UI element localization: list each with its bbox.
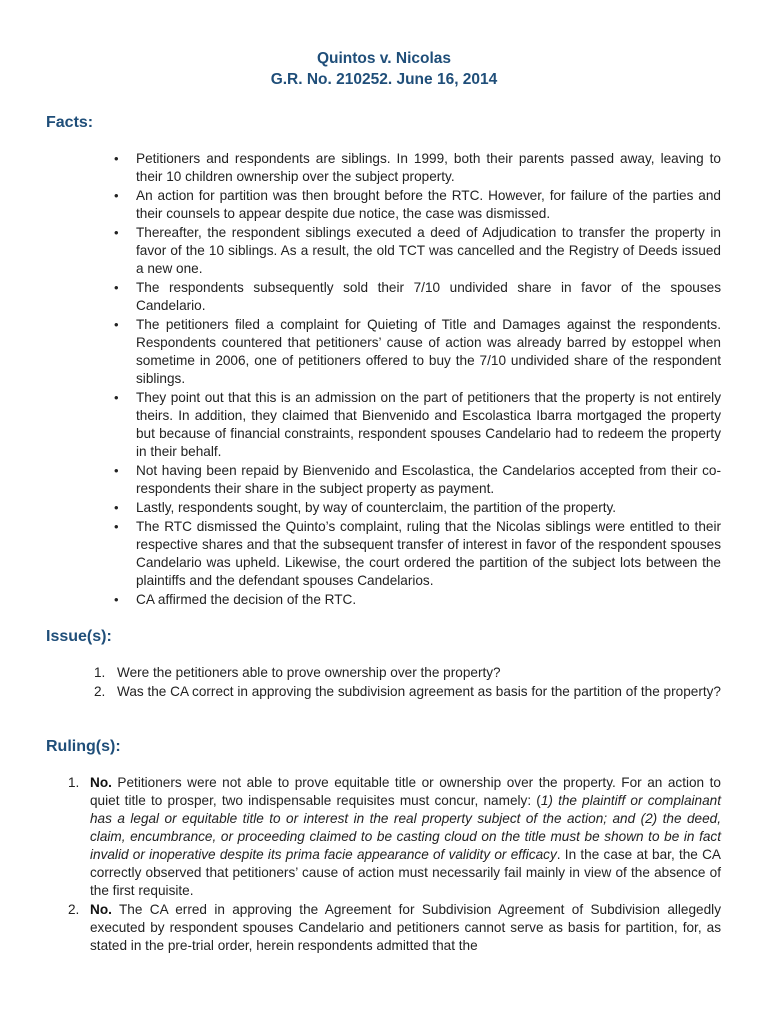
issue-text: Were the petitioners able to prove ownership over the property? [117,665,501,680]
ruling-answer: No. [90,775,112,790]
issues-list [0,664,768,702]
issue-text: Was the CA correct in approving the subdivision agreement as basis for the partition of the property? [117,684,721,699]
fact-item: • An action for partition was then brought before the RTC. However, for failure of the parties and their counsels to appear despite due notice, the case was dismissed. [114,188,721,221]
fact-item: • Not having been repaid by Bienvenido and Escolastica, the Candelarios accepted from their co-respondents their share in the subject property as payment. [114,463,721,496]
facts-list [0,150,768,610]
fact-item: • They point out that this is an admission on the part of petitioners that the property is not entirely theirs. In addition, they claimed that Bienvenido and Escolastica Ibarra mortgaged the property but because of financial constraints, respondent spouses Candelario had to redeem the property in their behalf. [114,390,721,459]
fact-item: • The petitioners filed a complaint for Quieting of Title and Damages against the respondents. Respondents countered that petitioners’ cause of action was already barred by estoppel when sometime in 2006, one of petitioners offered to buy the 7/10 undivided share of the respondent siblings. [114,317,721,386]
bullet-icon: • [114,592,119,607]
issue-item [0,683,768,701]
bullet-icon: • [114,280,119,295]
rulings-heading: Ruling(s): [46,738,121,755]
bullet-icon: • [114,151,119,166]
fact-item: • The RTC dismissed the Quinto’s complaint, ruling that the Nicolas siblings were entitled to their respective shares and that the subsequent transfer of interest in favor of the respondent spouses Candelario was upheld. Likewise, the court ordered the partition of the subject lots between the plaintiffs and the defendant spouses Candelarios. [114,519,721,588]
ruling-item [0,901,768,955]
bullet-icon: • [114,463,119,478]
issues-heading: Issue(s): [46,628,112,645]
case-title: Quintos v. Nicolas [316,50,452,67]
facts-heading: Facts: [46,114,94,131]
ruling-number: 1. [68,775,80,790]
ruling-requisites: 1) the plaintiff or complainant has a legal or equitable title to or interest in the real property subject of the action; and (2) the deed, claim, encumbrance, or proceeding claimed to be casting cloud on the title must be shown to be in fact invalid or inoperative despite its prima facie appearance of validity or efficacy [90,793,721,862]
bullet-icon: • [114,188,119,203]
issue-item [0,664,768,682]
bullet-icon: • [114,390,119,405]
issue-number: 2. [94,684,106,699]
ruling-number: 2. [68,902,80,917]
bullet-icon: • [114,225,119,240]
case-citation: G.R. No. 210252. June 16, 2014 [270,71,498,88]
fact-item: • Petitioners and respondents are siblings. In 1999, both their parents passed away, leaving to their 10 children ownership over the subject property. [114,151,721,184]
rulings-list [0,774,768,956]
issue-number: 1. [94,665,106,680]
fact-item: • CA affirmed the decision of the RTC. [114,592,357,607]
bullet-icon: • [114,500,119,515]
fact-item: • The respondents subsequently sold their 7/10 undivided share in favor of the spouses Candelario. [114,280,721,313]
fact-item: • Thereafter, the respondent siblings executed a deed of Adjudication to transfer the property in favor of the 10 siblings. As a result, the old TCT was cancelled and the Registry of Deeds issued a new one. [114,225,721,276]
ruling-text-cont: . In the case at bar, the CA correctly observed that petitioners’ cause of action must necessarily fail mainly in view of the absence of the first requisite. [90,847,721,898]
bullet-icon: • [114,317,119,332]
case-title-block [0,48,768,90]
ruling-item [0,774,768,900]
ruling-text: The CA erred in approving the Agreement for Subdivision Agreement of Subdivision allegedly executed by respondent spouses Candelario and petitioners cannot serve as basis for partition, for, as stated in the pre-trial order, herein respondents admitted that the [90,902,721,953]
ruling-text: Petitioners were not able to prove equitable title or ownership over the property. For an action to quiet title to prosper, two indispensable requisites must concur, namely: ( [90,775,721,808]
ruling-answer: No. [90,902,112,917]
bullet-icon: • [114,519,119,534]
fact-item: • Lastly, respondents sought, by way of counterclaim, the partition of the property. [114,500,617,515]
